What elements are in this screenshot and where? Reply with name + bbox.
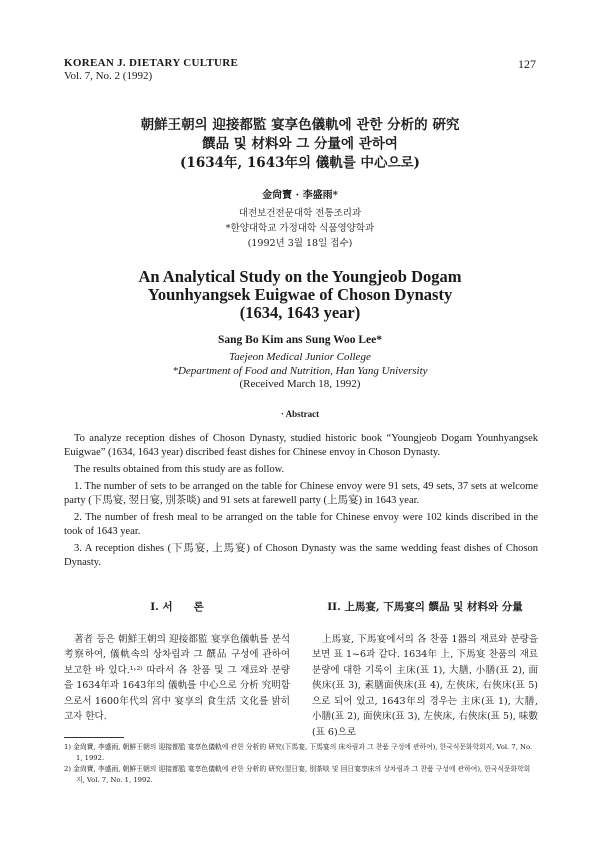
korean-received-date: (1992년 3월 18일 접수) xyxy=(247,238,353,249)
abstract-paragraph: To analyze reception dishes of Choson Dynasty, studied historic book “Youngjeob Dogam Younhyangsek Euigwae” (1634, 1643 year) discribed feast dishes for Chinese envoy in Choson Dynasty. xyxy=(64,433,538,458)
abstract-body xyxy=(64,432,538,573)
english-received-date: (Received March 18, 1992) xyxy=(239,378,361,390)
footnotes xyxy=(64,742,538,786)
english-title-line: Younhyangsek Euigwae of Choson Dynasty xyxy=(147,285,453,304)
section2-column xyxy=(312,600,538,740)
korean-title xyxy=(40,116,560,173)
english-affiliations xyxy=(40,351,560,392)
section-heading-dishes: II. 上馬宴, 下馬宴의 饌品 및 材料와 分量 xyxy=(327,601,523,613)
korean-affiliations xyxy=(40,206,560,251)
english-affiliation-line: Taejeon Medical Junior College xyxy=(229,351,371,363)
korean-title-line: 朝鮮王朝의 迎接都監 宴享色儀軌에 관한 分析的 硏究 xyxy=(140,117,460,133)
abstract-paragraph: 3. A reception dishes (下馬宴, 上馬宴) of Choson Dynasty was the same wedding feast dishes of Choson Dynasty. xyxy=(64,543,538,568)
english-title xyxy=(40,268,560,322)
journal-volume: Vol. 7, No. 2 (1992) xyxy=(64,70,153,82)
section2-text: 上馬宴, 下馬宴에서의 各 찬품 1器의 재료와 분량을 보면 표 1~6과 같다. 1634年 上, 下馬宴 찬품의 재료 분량에 대한 기록이 主床(표 1), 大膳, 小膳(표 2), 面俠床(표 3), 素膳面俠床(표 4), 左俠床, 右俠床(표 5)으로 되어 있고, 1643年의 경우는 主床(표 1), 大膳, 小膳(표 2), 面俠床(표 3), 左俠床, 右俠床(표 5), 味數(표 6)으로 xyxy=(312,633,538,738)
footnote-divider xyxy=(64,737,124,738)
page-number: 127 xyxy=(518,57,536,71)
introduction-text: 著者 등은 朝鮮王朝의 迎接都監 宴享色儀軌를 분석 考察하여, 儀軌속의 상차림과 그 饌品 구성에 관하여 보고한 바 있다.¹˒²⁾ 따라서 各 찬품 및 그 재료와 분량을 1634年과 1643年의 儀軌를 中心으로 分析 究明함으로서 1600年代의 宮中 宴享의 食生活 文化를 밝히고자 한다. xyxy=(64,633,290,722)
english-authors: Sang Bo Kim ans Sung Woo Lee* xyxy=(217,334,383,346)
korean-title-line: (1634年, 1643年의 儀軌를 中心으로) xyxy=(180,155,420,171)
abstract-paragraph: The results obtained from this study are as follow. xyxy=(74,464,285,475)
korean-affiliation-line: *한양대학교 가정대학 식품영양학과 xyxy=(225,223,375,234)
journal-name: KOREAN J. DIETARY CULTURE xyxy=(64,57,239,69)
abstract-paragraph: 2. The number of fresh meal to be arranged on the table for Chinese envoy were 102 kinds discribed in the took of 1643 year. xyxy=(64,512,538,537)
english-title-line: An Analytical Study on the Youngjeob Dogam xyxy=(138,267,462,286)
section-heading-introduction: I. 서 론 xyxy=(150,601,204,613)
english-affiliation-line: *Department of Food and Nutrition, Han Yang University xyxy=(172,364,428,377)
korean-authors: 金尙寶 · 李盛雨* xyxy=(262,190,338,201)
korean-title-line: 饌品 및 材料와 그 分量에 관하여 xyxy=(202,136,398,152)
abstract-paragraph: 1. The number of sets to be arranged on the table for Chinese envoy were 91 sets, 49 sets, 37 sets at welcome party (下馬宴, 翌日宴, 別茶啖) and 91 sets at farewell party (上馬宴) in 1643 year. xyxy=(64,481,538,506)
footnote: 1) 金尙寶, 李盛雨, 朝鮮王朝의 迎接都監 宴享色儀軌에 관한 分析的 硏究(下馬宴, 下馬宴의 床차림과 그 찬품 구성에 관하여), 한국식문화학회지, Vol. 7, No. 1, 1992. xyxy=(64,743,533,762)
journal-header xyxy=(64,57,238,83)
english-title-line: (1634, 1643 year) xyxy=(239,303,361,322)
footnote: 2) 金尙寶, 李盛雨, 朝鮮王朝의 迎接都監 宴享色儀軌에 관한 分析的 硏究(翌日宴, 別茶啖 및 回日宴享床의 상차림과 그 찬품 구성에 관하여), 한국식문화학회지, Vol. 7, No. 1, 1992. xyxy=(64,765,531,784)
korean-affiliation-line: 대전보건전문대학 전통조리과 xyxy=(238,208,362,219)
abstract-heading: · Abstract xyxy=(280,409,320,419)
introduction-column xyxy=(64,600,290,725)
